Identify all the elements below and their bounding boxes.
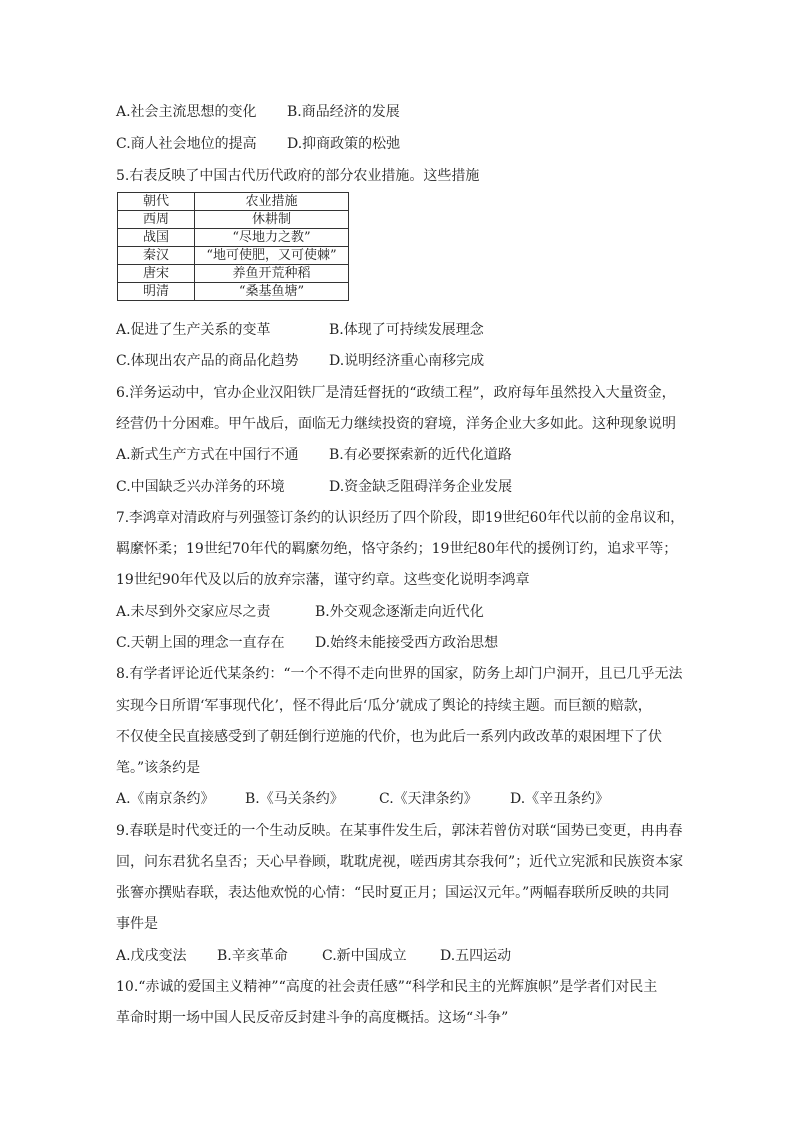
q8-stem-line: 不仅使全民直接感受到了朝廷倒行逆施的代价，也为此后一系列内政改革的艰困埋下了伏 (116, 729, 662, 745)
q6-option-d[interactable]: D.资金缺乏阻碍洋务企业发展 (329, 479, 513, 495)
table-row (118, 265, 349, 283)
q8-option-b[interactable]: B.《马关条约》 (245, 791, 344, 807)
q8-stem-line: 8.有学者评论近代某条约：“一个不得不走向世界的国家，防务上却门户洞开，且已几乎无法 (116, 666, 683, 682)
q8-option-a[interactable]: A.《南京条约》 (116, 791, 215, 807)
table-header: 朝代 (118, 193, 195, 211)
q4-option-c[interactable]: C.商人社会地位的提高 (116, 136, 257, 152)
table-cell: 西周 (118, 211, 195, 229)
table-header: 农业措施 (195, 193, 349, 211)
q7-stem-line: 7.李鸿章对清政府与列强签订条约的认识经历了四个阶段，即19世纪60年代以前的金帛议和， (116, 510, 684, 526)
table-row (118, 283, 349, 301)
table-cell: 战国 (118, 229, 195, 247)
q9-stem-line: 事件是 (116, 916, 158, 932)
table-cell: 秦汉 (118, 247, 195, 265)
q8-option-c[interactable]: C.《天津条约》 (379, 791, 478, 807)
q7-option-b[interactable]: B.外交观念逐渐走向近代化 (315, 604, 484, 620)
q4-option-a[interactable]: A.社会主流思想的变化 (116, 104, 257, 120)
table-cell: 养鱼开荒种稻 (195, 265, 349, 283)
q5-stem: 5.右表反映了中国古代历代政府的部分农业措施。这些措施 (116, 168, 480, 184)
q7-option-d[interactable]: D.始终未能接受西方政治思想 (315, 635, 499, 651)
q4-option-d[interactable]: D.抑商政策的松弛 (287, 136, 401, 152)
q6-option-b[interactable]: B.有必要探索新的近代化道路 (329, 447, 512, 463)
q6-stem-line: 经营仍十分困难。甲午战后，面临无力继续投资的窘境，洋务企业大多如此。这种现象说明 (116, 416, 676, 432)
q6-stem-line: 6.洋务运动中，官办企业汉阳铁厂是清廷督抚的“政绩工程”，政府每年虽然投入大量资金， (116, 385, 676, 401)
q7-stem-line: 羁縻怀柔；19世纪70年代的羁縻勿绝，恪守条约；19世纪80年代的援例订约，追求平等； (116, 541, 678, 557)
q6-option-c[interactable]: C.中国缺乏兴办洋务的环境 (116, 479, 285, 495)
q10-stem-line: 革命时期一场中国人民反帝反封建斗争的高度概括。这场“斗争” (116, 1010, 509, 1026)
table-cell: 明清 (118, 283, 195, 301)
q7-stem-line: 19世纪90年代及以后的放弃宗藩，谨守约章。这些变化说明李鸿章 (116, 572, 530, 588)
table-row (118, 229, 349, 247)
q9-stem-line: 9.春联是时代变迁的一个生动反映。在某事件发生后，郭沫若曾仿对联“国势已变更，冉冉春 (116, 823, 683, 839)
table-row (118, 211, 349, 229)
q10-stem-line: 10.“赤诚的爱国主义精神”“高度的社会责任感”“科学和民主的光辉旗帜”是学者们对民主 (116, 979, 658, 995)
q5-option-a[interactable]: A.促进了生产关系的变革 (116, 322, 271, 338)
agriculture-table (117, 192, 349, 301)
q8-stem-line: 实现今日所谓‘军事现代化’，怪不得此后‘瓜分’就成了舆论的持续主题。而巨额的赔款， (116, 698, 652, 714)
q4-option-b[interactable]: B.商品经济的发展 (287, 104, 400, 120)
table-cell: 唐宋 (118, 265, 195, 283)
table-header-row (118, 193, 349, 211)
table-cell: “桑基鱼塘” (195, 283, 349, 301)
q9-option-b[interactable]: B.辛亥革命 (217, 948, 288, 964)
table-cell: 休耕制 (195, 211, 349, 229)
q9-stem-line: 回，问东君犹名皇否；天心早眷顾，耽耽虎视，嗟西虏其奈我何”；近代立宪派和民族资本家 (116, 854, 684, 870)
q7-option-c[interactable]: C.天朝上国的理念一直存在 (116, 635, 285, 651)
q9-stem-line: 张謇亦撰贴春联，表达他欢悦的心情：“民时夏正月；国运汉元年。”两幅春联所反映的共同 (116, 885, 670, 901)
table-cell: “尽地力之教” (195, 229, 349, 247)
q5-option-c[interactable]: C.体现出农产品的商品化趋势 (116, 353, 299, 369)
q9-option-c[interactable]: C.新中国成立 (322, 948, 407, 964)
q8-option-d[interactable]: D.《辛丑条约》 (510, 791, 610, 807)
q6-option-a[interactable]: A.新式生产方式在中国行不通 (116, 447, 299, 463)
q9-option-d[interactable]: D.五四运动 (440, 948, 512, 964)
q5-option-d[interactable]: D.说明经济重心南移完成 (329, 353, 485, 369)
q5-option-b[interactable]: B.体现了可持续发展理念 (329, 322, 484, 338)
table-row (118, 247, 349, 265)
q7-option-a[interactable]: A.未尽到外交家应尽之责 (116, 604, 271, 620)
q9-option-a[interactable]: A.戊戌变法 (116, 948, 187, 964)
q8-stem-line: 笔。”该条约是 (116, 760, 201, 776)
table-cell: “地可使肥，又可使棘” (195, 247, 349, 265)
